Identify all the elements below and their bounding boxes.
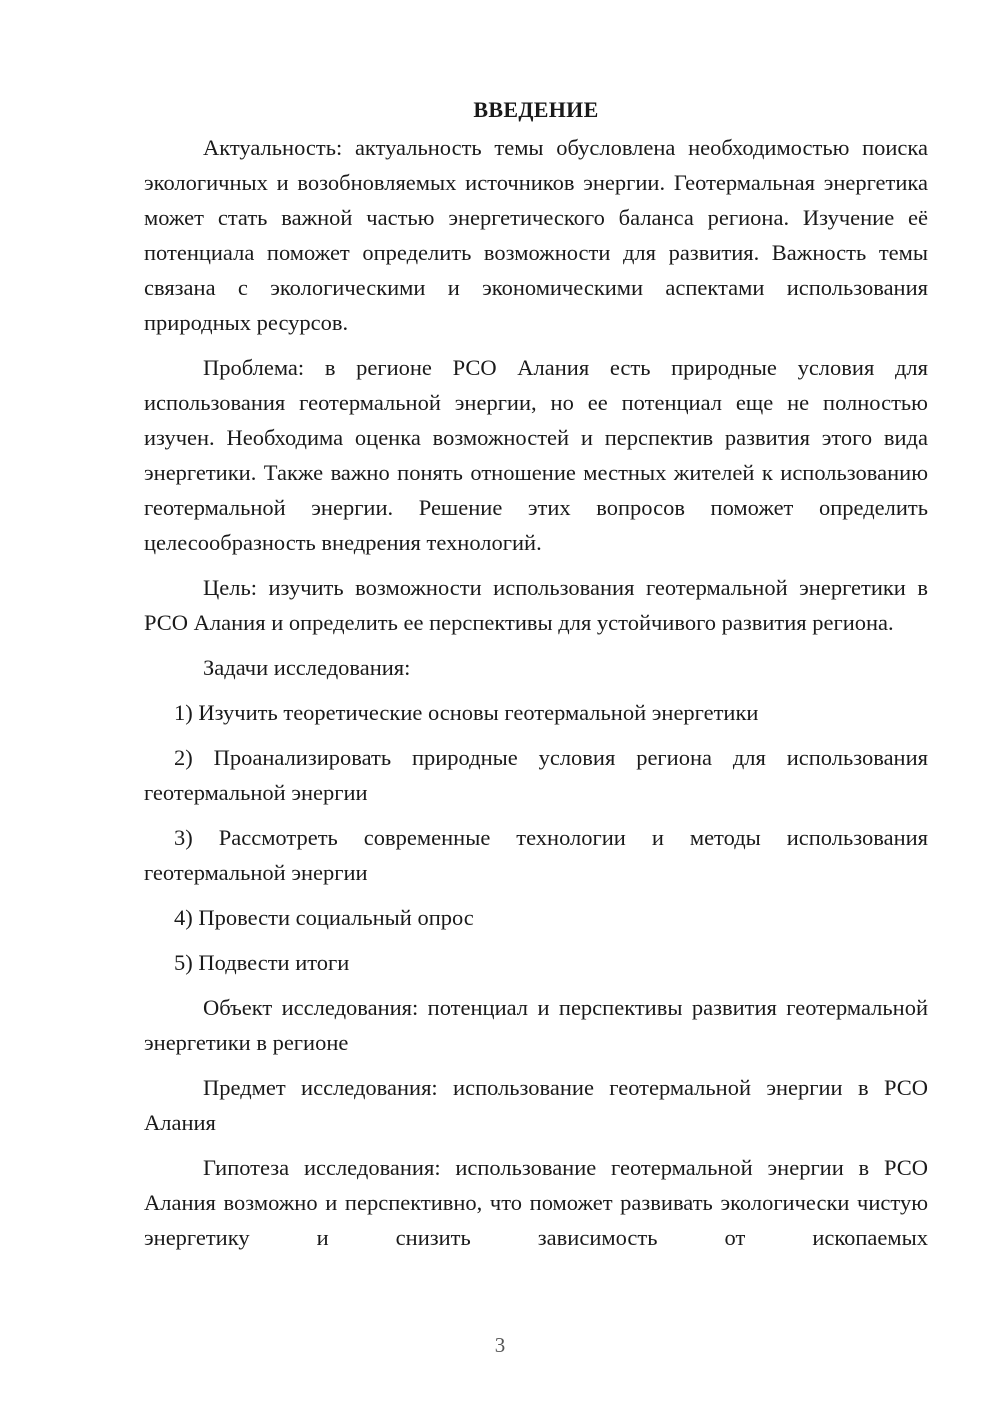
task-item-1: 1) Изучить теоретические основы геотермальной энергетики bbox=[174, 700, 759, 725]
section-title: ВВЕДЕНИЕ bbox=[473, 97, 599, 122]
paragraph-hypothesis: Гипотеза исследования: использование геотермальной энергии в РСО Алания возможно и перспективно, что поможет развивать экологически чистую энергетику и снизить зависимость от ископаемых bbox=[144, 1155, 928, 1250]
paragraph-object: Объект исследования: потенциал и перспективы развития геотермальной энергетики в регионе bbox=[144, 995, 928, 1055]
task-item-5: 5) Подвести итоги bbox=[174, 950, 350, 975]
task-item-3: 3) Рассмотреть современные технологии и методы использования геотермальной энергии bbox=[144, 825, 928, 885]
paragraph-problem: Проблема: в регионе РСО Алания есть природные условия для использования геотермальной энергии, но ее потенциал еще не полностью изучен. Необходима оценка возможностей и перспектив развития этого вида энергетики. Также важно понять отношение местных жителей к использованию геотермальной энергии. Решение этих вопросов поможет определить целесообразность внедрения технологий. bbox=[144, 355, 928, 555]
paragraph-subject: Предмет исследования: использование геотермальной энергии в РСО Алания bbox=[144, 1075, 928, 1135]
paragraph-tasks-heading: Задачи исследования: bbox=[203, 655, 411, 680]
paragraph-relevance: Актуальность: актуальность темы обусловлена необходимостью поиска экологичных и возобновляемых источников энергии. Геотермальная энергетика может стать важной частью энергетического баланса региона. Изучение её потенциала поможет определить возможности для развития. Важность темы связана с экологическими и экономическими аспектами использования природных ресурсов. bbox=[144, 135, 928, 335]
task-item-4: 4) Провести социальный опрос bbox=[174, 905, 474, 930]
page-number: 3 bbox=[494, 1333, 506, 1357]
task-item-2: 2) Проанализировать природные условия региона для использования геотермальной энергии bbox=[144, 745, 928, 805]
document-page bbox=[144, 92, 928, 1255]
paragraph-goal: Цель: изучить возможности использования геотермальной энергетики в РСО Алания и определить ее перспективы для устойчивого развития региона. bbox=[144, 575, 928, 635]
